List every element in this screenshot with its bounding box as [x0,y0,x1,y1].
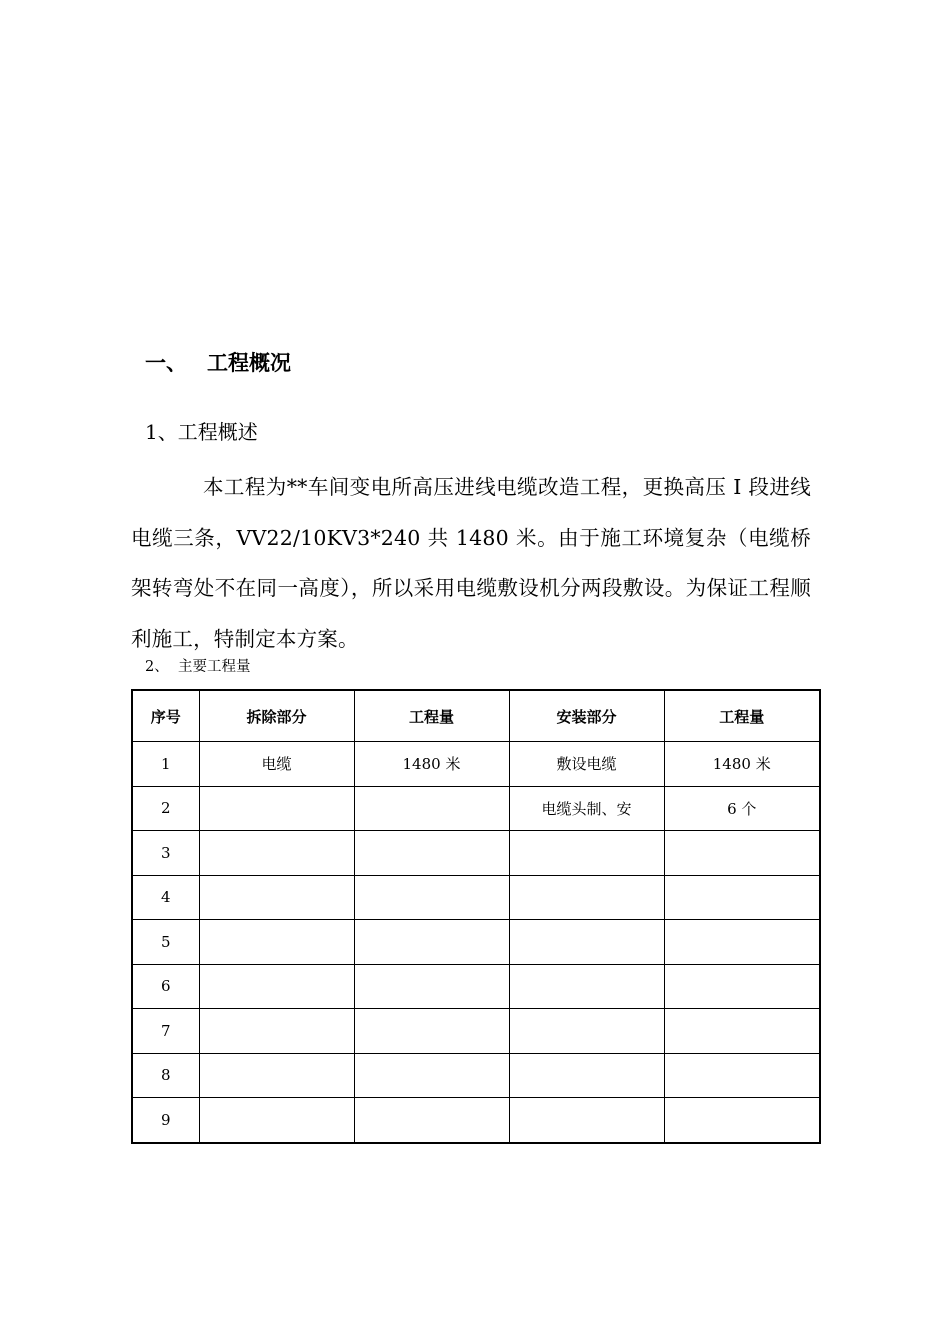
cell-seq: 7 [132,1009,199,1054]
cell-install-qty [664,964,820,1009]
cell-removal: 电缆 [199,742,354,787]
header-install: 安装部分 [509,690,664,742]
cell-install [509,1053,664,1098]
header-removal-qty: 工程量 [354,690,509,742]
cell-install-qty [664,1098,820,1143]
header-seq: 序号 [132,690,199,742]
table-row [132,1098,820,1143]
table-row [132,1053,820,1098]
cell-install-qty [664,920,820,965]
cell-install: 电缆头制、安 [509,786,664,831]
section-heading [145,346,291,380]
cell-removal-qty [354,964,509,1009]
cell-install [509,875,664,920]
cell-removal [199,831,354,876]
cell-install: 敷设电缆 [509,742,664,787]
table-row [132,875,820,920]
cell-seq: 4 [132,875,199,920]
cell-seq: 9 [132,1098,199,1143]
cell-removal-qty [354,1098,509,1143]
cell-removal-qty [354,786,509,831]
cell-install [509,831,664,876]
header-install-qty: 工程量 [664,690,820,742]
subsection-2-heading [145,655,251,679]
cell-install-qty: 6 个 [664,786,820,831]
cell-install-qty: 1480 米 [664,742,820,787]
cell-removal-qty [354,831,509,876]
table-row [132,964,820,1009]
cell-removal [199,1098,354,1143]
cell-seq: 5 [132,920,199,965]
subsection-2-number: 2、 [145,659,169,675]
table-row [132,786,820,831]
overview-paragraph: 本工程为**车间变电所高压进线电缆改造工程，更换高压 I 段进线电缆三条，VV22/10KV3*240 共 1480 米。由于施工环境复杂（电缆桥架转弯处不在同一高度），所以采用电缆敷设机分两段敷设。为保证工程顺利施工，特制定本方案。 [131,475,811,651]
subsection-2-title: 主要工程量 [178,659,251,675]
cell-removal [199,1009,354,1054]
cell-install-qty [664,1053,820,1098]
section-title: 工程概况 [207,351,291,375]
table-body [132,742,820,1143]
subsection-1-title: 1、工程概述 [145,420,258,444]
table-row [132,831,820,876]
table-row [132,742,820,787]
cell-install [509,964,664,1009]
cell-install-qty [664,1009,820,1054]
cell-removal-qty [354,1009,509,1054]
cell-install-qty [664,875,820,920]
cell-seq: 2 [132,786,199,831]
header-removal: 拆除部分 [199,690,354,742]
quantity-table [131,689,821,1144]
table-header-row [132,690,820,742]
cell-removal [199,786,354,831]
cell-removal [199,920,354,965]
cell-seq: 1 [132,742,199,787]
table-row [132,920,820,965]
cell-removal [199,875,354,920]
cell-seq: 3 [132,831,199,876]
cell-removal-qty [354,875,509,920]
table-row [132,1009,820,1054]
cell-removal-qty: 1480 米 [354,742,509,787]
cell-seq: 8 [132,1053,199,1098]
cell-removal [199,964,354,1009]
cell-install [509,1009,664,1054]
cell-removal-qty [354,1053,509,1098]
cell-install [509,920,664,965]
cell-install [509,1098,664,1143]
cell-removal-qty [354,920,509,965]
cell-removal [199,1053,354,1098]
section-number: 一、 [145,351,187,375]
cell-install-qty [664,831,820,876]
cell-seq: 6 [132,964,199,1009]
